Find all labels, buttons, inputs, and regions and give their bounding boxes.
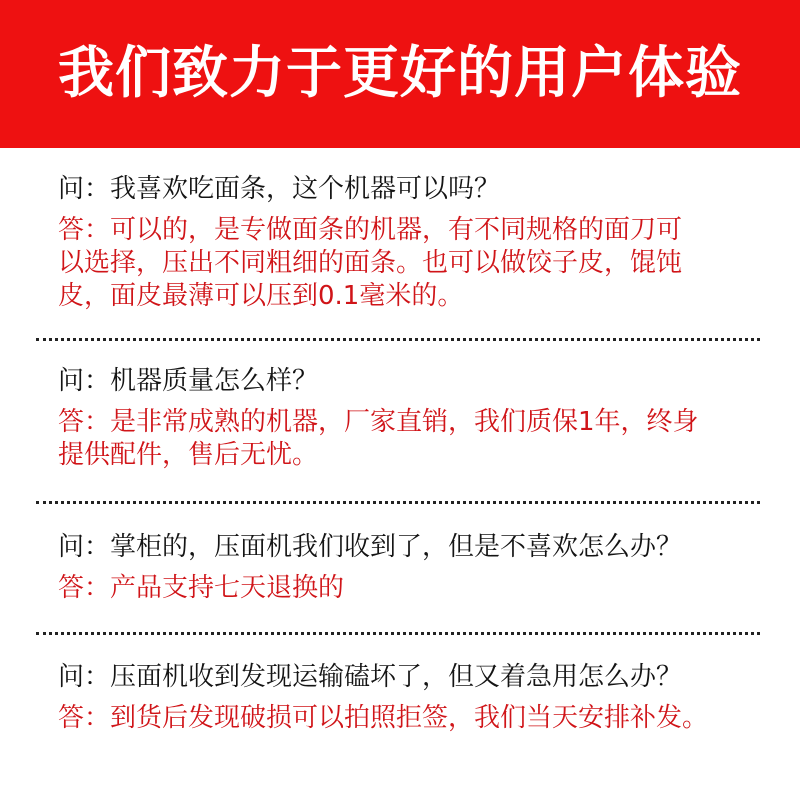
faq-item	[58, 172, 748, 313]
faq-question: 问：机器质量怎么样？	[58, 366, 319, 396]
header-banner	[0, 0, 800, 148]
faq-answer-line: 答：可以的，是专做面条的机器，有不同规格的面刀可	[58, 215, 683, 245]
faq-answer-line: 皮，面皮最薄可以压到0.1毫米的。	[58, 281, 464, 311]
faq-answer-line: 提供配件，售后无忧。	[58, 440, 319, 470]
dotted-divider	[36, 632, 760, 635]
faq-item	[58, 660, 748, 735]
faq-answer	[58, 406, 748, 472]
faq-question: 问：压面机收到发现运输磕坏了，但又着急用怎么办？	[58, 662, 683, 692]
faq-question: 问：掌柜的，压面机我们收到了，但是不喜欢怎么办？	[58, 532, 683, 562]
dotted-divider	[36, 338, 760, 341]
faq-answer	[58, 702, 748, 735]
faq-answer	[58, 214, 748, 313]
faq-item	[58, 364, 748, 472]
faq-answer-line: 以选择，压出不同粗细的面条。也可以做饺子皮，馄饨	[58, 248, 683, 278]
faq-answer-line: 答：是非常成熟的机器，厂家直销，我们质保1年，终身	[58, 407, 699, 437]
faq-item	[58, 530, 748, 605]
faq-answer	[58, 572, 748, 605]
dotted-divider	[36, 501, 760, 504]
page-title: 我们致力于更好的用户体验	[58, 41, 742, 106]
faq-answer-line: 答：到货后发现破损可以拍照拒签，我们当天安排补发。	[58, 703, 709, 733]
faq-question: 问：我喜欢吃面条，这个机器可以吗？	[58, 174, 501, 204]
faq-answer-line: 答：产品支持七天退换的	[58, 573, 345, 603]
